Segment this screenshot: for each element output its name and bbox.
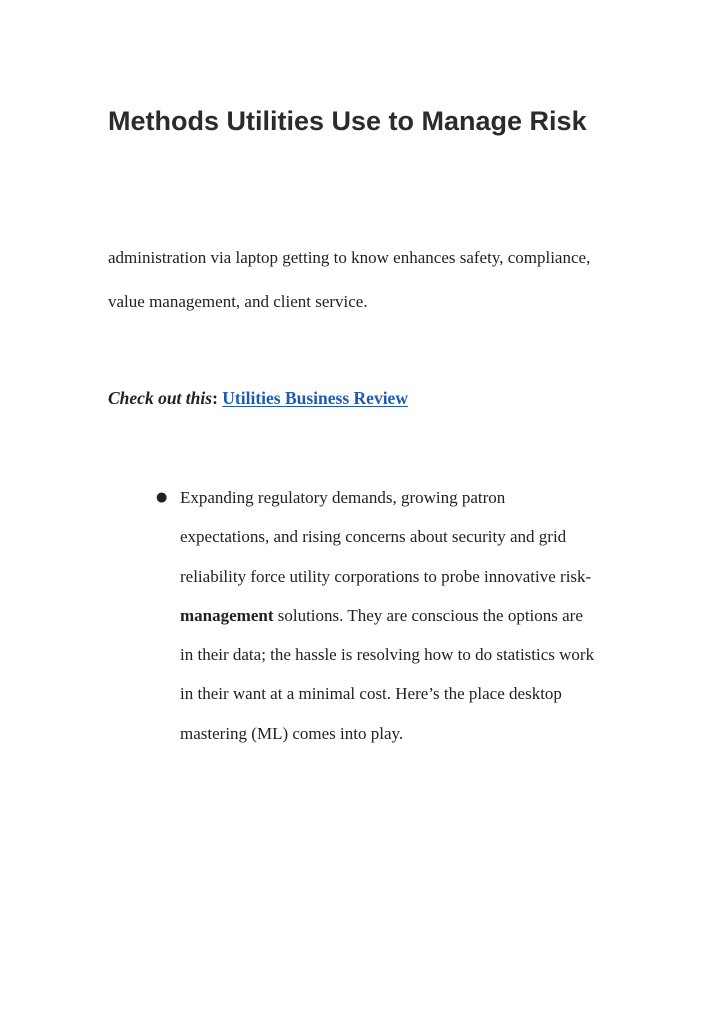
utilities-business-review-link[interactable]: Utilities Business Review xyxy=(222,388,408,408)
list-item xyxy=(156,478,596,753)
bullet-list xyxy=(156,478,596,753)
check-out-line xyxy=(108,385,408,411)
bullet-icon: ● xyxy=(156,490,168,505)
page-title: Methods Utilities Use to Manage Risk xyxy=(108,106,587,136)
check-out-colon: : xyxy=(212,388,218,408)
check-out-label: Check out this xyxy=(108,388,213,408)
bullet-text-end: solutions. They are conscious the options are in their data; the hassle is resolving how to do statistics work in their want at a minimal cost. Here’s the place desktop mastering (ML) comes into play. xyxy=(180,605,595,743)
intro-paragraph: administration via laptop getting to know enhances safety, compliance, value management, and client service. xyxy=(108,248,591,311)
bullet-bold-word: management xyxy=(180,605,274,625)
bullet-text-start: Expanding regulatory demands, growing patron expectations, and rising concerns about security and grid reliability force utility corporations to probe innovative risk- xyxy=(180,488,592,586)
